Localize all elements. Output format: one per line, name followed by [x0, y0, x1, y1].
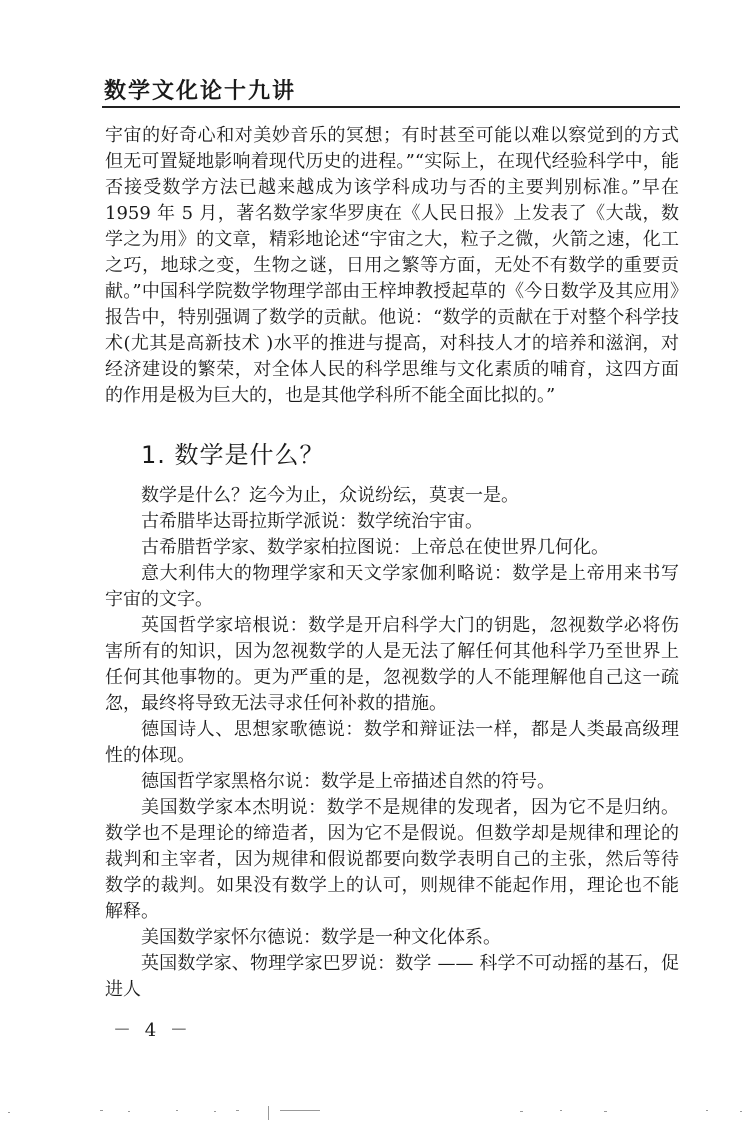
section-body — [105, 483, 679, 1003]
paragraph: 古希腊毕达哥拉斯学派说：数学统治宇宙。 — [141, 511, 483, 532]
paragraph: 数学是什么？迄今为止，众说纷纭，莫衷一是。 — [141, 485, 519, 506]
paragraph: 德国诗人、思想家歌德说：数学和辩证法一样，都是人类最高级理性的体现。 — [105, 719, 679, 766]
paragraph: 德国哲学家黑格尔说：数学是上帝描述自然的符号。 — [141, 771, 555, 792]
paragraph: 意大利伟大的物理学家和天文学家伽利略说：数学是上帝用来书写宇宙的文字。 — [105, 563, 679, 610]
page-number: － 4 － — [113, 1020, 192, 1041]
scan-noise — [0, 1100, 754, 1120]
section-heading: 1. 数学是什么？ — [141, 441, 325, 469]
running-title: 数学文化论十九讲 — [104, 79, 297, 104]
continued-text — [105, 123, 679, 409]
paragraph: 美国数学家怀尔德说：数学是一种文化体系。 — [141, 927, 501, 948]
paragraph: 英国数学家、物理学家巴罗说：数学 —— 科学不可动摇的基石，促进人 — [105, 953, 679, 1000]
paragraph: 英国哲学家培根说：数学是开启科学大门的钥匙，忽视数学必将伤害所有的知识，因为忽视数学的人是无法了解任何其他科学乃至世界上任何其他事物的。更为严重的是，忽视数学的人不能理解他自己这一疏忽，最终将导致无法寻求任何补救的措施。 — [105, 615, 679, 714]
header-rule — [102, 106, 680, 108]
paragraph: 宇宙的好奇心和对美妙音乐的冥想；有时甚至可能以难以察觉到的方式但无可置疑地影响着现代历史的进程。”“实际上，在现代经验科学中，能否接受数学方法已越来越成为该学科成功与否的主要判别标准。”早在 1959 年 5 月，著名数学家华罗庚在《人民日报》上发表了《大哉，数学之为用》的文章，精彩地论述“宇宙之大，粒子之微，火箭之速，化工之巧，地球之变，生物之谜，日用之繁等方面，无处不有数学的重要贡献。”中国科学院数学物理学部由王梓坤教授起草的《今日数学及其应用》报告中，特别强调了数学的贡献。他说：“数学的贡献在于对整个科学技术(尤其是高新技术 )水平的推进与提高，对科技人才的培养和滋润，对经济建设的繁荣，对全体人民的科学思维与文化素质的哺育，这四方面的作用是极为巨大的，也是其他学科所不能全面比拟的。” — [105, 125, 679, 406]
paragraph: 古希腊哲学家、数学家柏拉图说：上帝总在使世界几何化。 — [141, 537, 609, 558]
paragraph: 美国数学家本杰明说：数学不是规律的发现者，因为它不是归纳。数学也不是理论的缔造者，因为它不是假说。但数学却是规律和理论的裁判和主宰者，因为规律和假说都要向数学表明自己的主张，然后等待数学的裁判。如果没有数学上的认可，则规律不能起作用，理论也不能解释。 — [105, 797, 679, 922]
